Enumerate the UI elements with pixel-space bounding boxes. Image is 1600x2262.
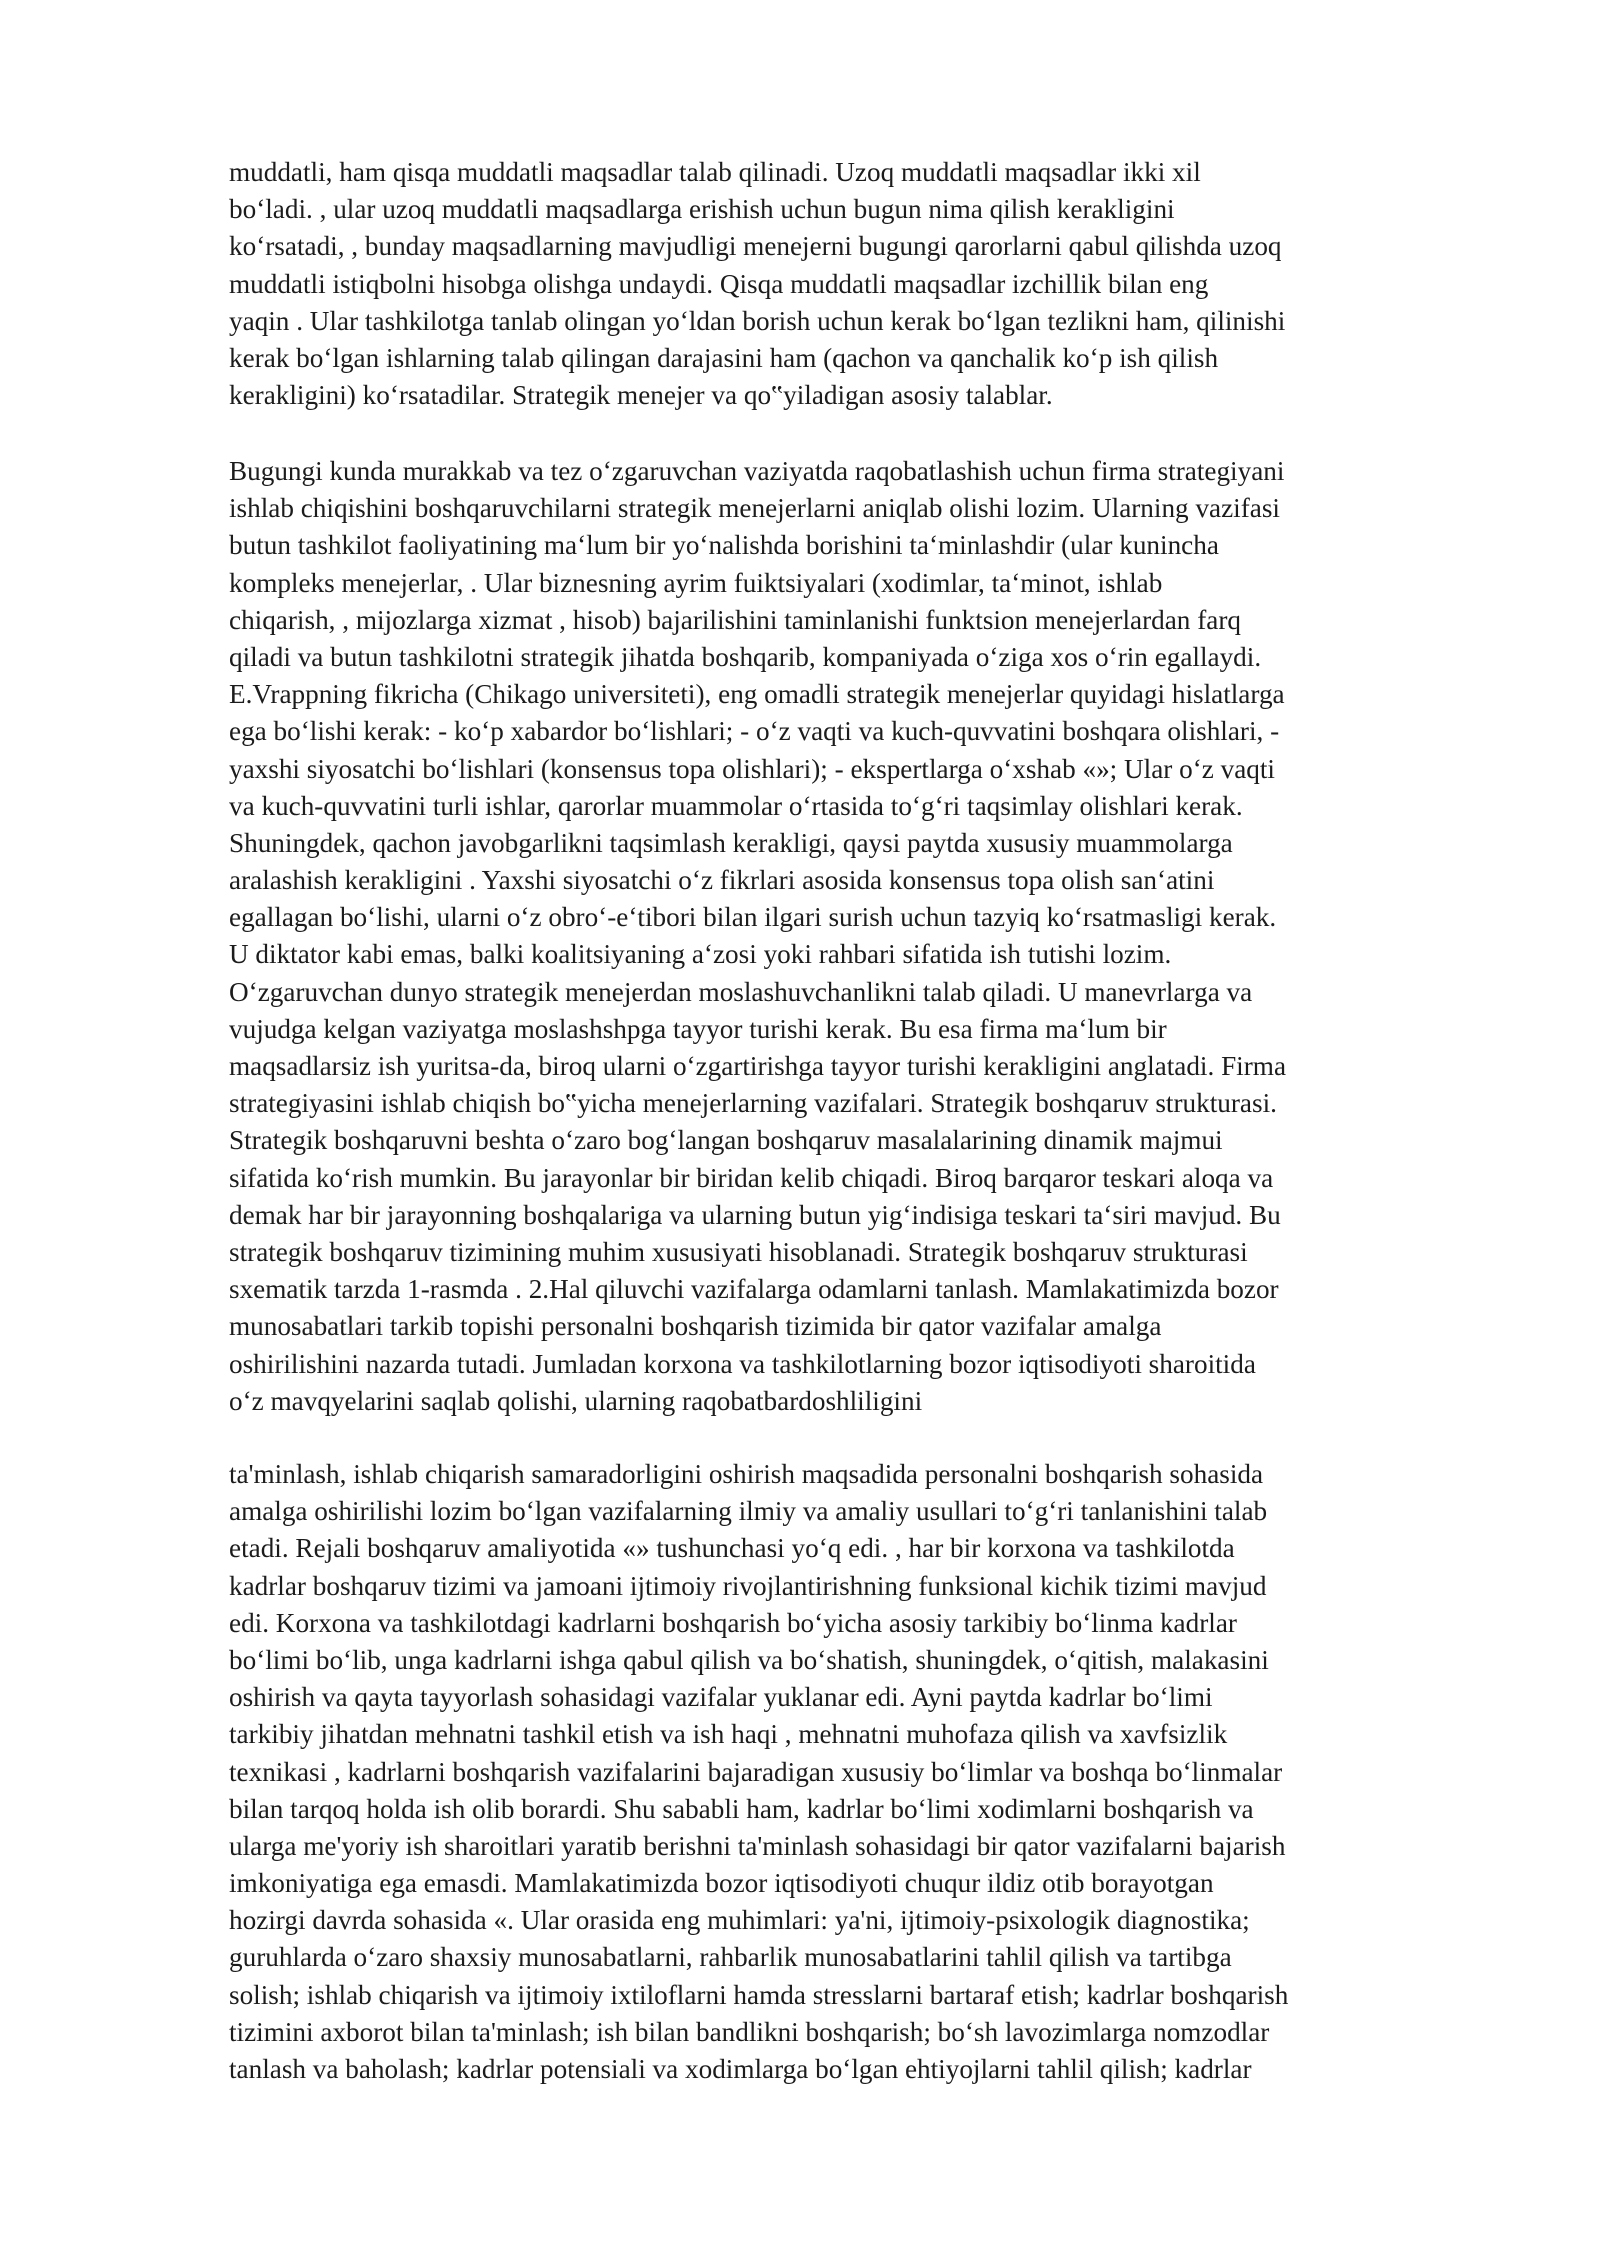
text-line: etadi. Rejali boshqaruv amaliyotida «» tushunchasi yo‘q edi. , har bir korxona va tashkilotda [229,1533,1235,1564]
text-line: E.Vrappning fikricha (Chikago universiteti), eng omadli strategik menejerlar quyidagi hislatlarga [229,679,1285,710]
text-line: amalga oshirilishi lozim bo‘lgan vazifalarning ilmiy va amaliy usullari to‘g‘ri tanlanishini talab [229,1496,1268,1527]
text-line: oshirish va qayta tayyorlash sohasidagi vazifalar yuklanar edi. Ayni paytda kadrlar bo‘limi [229,1682,1213,1713]
text-line: o‘z mavqyelarini saqlab qolishi, ularning raqobatbardoshliligini [229,1385,923,1416]
text-line: kadrlar boshqaruv tizimi va jamoani ijtimoiy rivojlantirishning funksional kichik tizimi mavjud [229,1570,1267,1601]
text-line: guruhlarda o‘zaro shaxsiy munosabatlarni, rahbarlik munosabatlarini tahlil qilish va tartibga [229,1942,1232,1973]
text-line: kerakligini) ko‘rsatadilar. Strategik menejer va qo‟yiladigan asosiy talablar. [229,380,1053,411]
text-line: ishlab chiqishini boshqaruvchilarni strategik menejerlarni aniqlab olishi lozim. Ularning vazifasi [229,493,1280,524]
text-line: tizimini axborot bilan ta'minlash; ish bilan bandlikni boshqarish; bo‘sh lavozimlarga nomzodlar [229,2016,1270,2047]
text-line: texnikasi , kadrlarni boshqarish vazifalarini bajaradigan xususiy bo‘limlar va boshqa bo‘linmalar [229,1756,1283,1787]
text-line: Shuningdek, qachon javobgarlikni taqsimlash kerakligi, qaysi paytda xususiy muammolarga [229,827,1233,858]
text-line: maqsadlarsiz ish yuritsa-da, biroq ularni o‘zgartirishga tayyor turishi kerakligini anglatadi. Firma [229,1051,1287,1081]
text-line: sxematik tarzda 1-rasmda . 2.Hal qiluvchi vazifalarga odamlarni tanlash. Mamlakatimizda bozor [229,1274,1279,1305]
text-line: hozirgi davrda sohasida «. Ular orasida eng muhimlari: ya'ni, ijtimoiy-psixologik diagnostika; [229,1905,1250,1936]
text-line: yaqin . Ular tashkilotga tanlab olingan yo‘ldan borish uchun kerak bo‘lgan tezlikni ham, qilinishi [229,305,1286,336]
text-line: ta'minlash, ishlab chiqarish samaradorligini oshirish maqsadida personalni boshqarish sohasida [229,1459,1264,1489]
text-line: kompleks menejerlar, . Ular biznesning ayrim fuiktsiyalari (xodimlar, ta‘minot, ishlab [229,567,1163,598]
text-line: ko‘rsatadi, , bunday maqsadlarning mavjudligi menejerni bugungi qarorlarni qabul qilishda uzoq [229,231,1282,262]
text-line: yaxshi siyosatchi bo‘lishlari (konsensus topa olishlari); - ekspertlarga o‘xshab «»; Ular o‘z vaqti [229,753,1275,784]
text-line: demak har bir jarayonning boshqalariga va ularning butun yig‘indisiga teskari ta‘siri mavjud. Bu [229,1199,1281,1230]
text-line: solish; ishlab chiqarish va ijtimoiy ixtiloflarni hamda stresslarni bartaraf etish; kadrlar boshqarish [229,1979,1289,2010]
text-line: qiladi va butun tashkilotni strategik jihatda boshqarib, kompaniyada o‘ziga xos o‘rin egallaydi. [229,641,1262,672]
text-line: edi. Korxona va tashkilotdagi kadrlarni boshqarish bo‘yicha asosiy tarkibiy bo‘linma kadrlar [229,1607,1237,1638]
text-line: ularga me'yoriy ish sharoitlari yaratib berishni ta'minlash sohasidagi bir qator vazifalarni bajarish [229,1830,1286,1861]
text-line: egallagan bo‘lishi, ularni o‘z obro‘-e‘tibori bilan ilgari surish uchun tazyiq ko‘rsatmasligi kerak. [229,902,1277,933]
text-line: U diktator kabi emas, balki koalitsiyaning a‘zosi yoki rahbari sifatida ish tutishi lozim. [229,939,1172,970]
text-line: strategiyasini ishlab chiqish bo‟yicha menejerlarning vazifalari. Strategik boshqaruv strukturasi. [229,1088,1277,1119]
text-line: butun tashkilot faoliyatining ma‘lum bir yo‘nalishda borishini ta‘minlashdir (ular kunincha [229,530,1219,561]
paragraph-3 [229,1456,1491,2088]
text-line: kerak bo‘lgan ishlarning talab qilingan darajasini ham (qachon va qanchalik ko‘p ish qilish [229,342,1219,373]
text-line: Strategik boshqaruvni beshta o‘zaro bog‘langan boshqaruv masalalarining dinamik majmui [229,1125,1223,1156]
text-line: strategik boshqaruv tizimining muhim xususiyati hisoblanadi. Strategik boshqaruv strukturasi [229,1236,1248,1267]
text-line: sifatida ko‘rish mumkin. Bu jarayonlar bir biridan kelib chiqadi. Biroq barqaror teskari aloqa va [229,1162,1274,1193]
text-line: ega bo‘lishi kerak: - ko‘p xabardor bo‘lishlari; - o‘z vaqti va kuch-quvvatini boshqara olishlari, - [229,716,1280,747]
text-line: chiqarish, , mijozlarga xizmat , hisob) bajarilishini taminlanishi funktsion menejerlardan farq [229,604,1241,635]
text-line: oshirilishini nazarda tutadi. Jumladan korxona va tashkilotlarning bozor iqtisodiyoti sharoitida [229,1348,1256,1379]
text-line: aralashish kerakligini . Yaxshi siyosatchi o‘z fikrlari asosida konsensus topa olish san‘atini [229,865,1215,896]
text-line: vujudga kelgan vaziyatga moslashshpga tayyor turishi kerak. Bu esa firma ma‘lum bir [229,1013,1167,1044]
paragraph-1 [229,154,1491,414]
text-line: Bugungi kunda murakkab va tez o‘zgaruvchan vaziyatda raqobatlashish uchun firma strategiyani [229,456,1285,486]
text-line: bilan tarqoq holda ish olib borardi. Shu sababli ham, kadrlar bo‘limi xodimlarni boshqarish va [229,1793,1254,1824]
text-line: munosabatlari tarkib topishi personalni boshqarish tizimida bir qator vazifalar amalga [229,1311,1162,1342]
text-line: muddatli istiqbolni hisobga olishga undaydi. Qisqa muddatli maqsadlar izchillik bilan eng [229,268,1209,299]
text-line: bo‘limi bo‘lib, unga kadrlarni ishga qabul qilish va bo‘shatish, shuningdek, o‘qitish, malakasini [229,1644,1269,1675]
text-line: imkoniyatiga ega emasdi. Mamlakatimizda bozor iqtisodiyoti chuqur ildiz otib borayotgan [229,1868,1214,1899]
text-line: tarkibiy jihatdan mehnatni tashkil etish va ish haqi , mehnatni muhofaza qilish va xavfsizlik [229,1719,1228,1750]
text-line: muddatli, ham qisqa muddatli maqsadlar talab qilinadi. Uzoq muddatli maqsadlar ikki xil [229,157,1201,187]
text-line: va kuch-quvvatini turli ishlar, qarorlar muammolar o‘rtasida to‘g‘ri taqsimlay olishlari kerak. [229,790,1243,821]
text-line: tanlash va baholash; kadrlar potensiali va xodimlarga bo‘lgan ehtiyojlarni tahlil qilish; kadrlar [229,2054,1252,2084]
paragraph-2 [229,453,1491,1420]
text-line: bo‘ladi. , ular uzoq muddatli maqsadlarga erishish uchun bugun nima qilish kerakligini [229,194,1175,225]
text-line: O‘zgaruvchan dunyo strategik menejerdan moslashuvchanlikni talab qiladi. U manevrlarga va [229,976,1253,1007]
